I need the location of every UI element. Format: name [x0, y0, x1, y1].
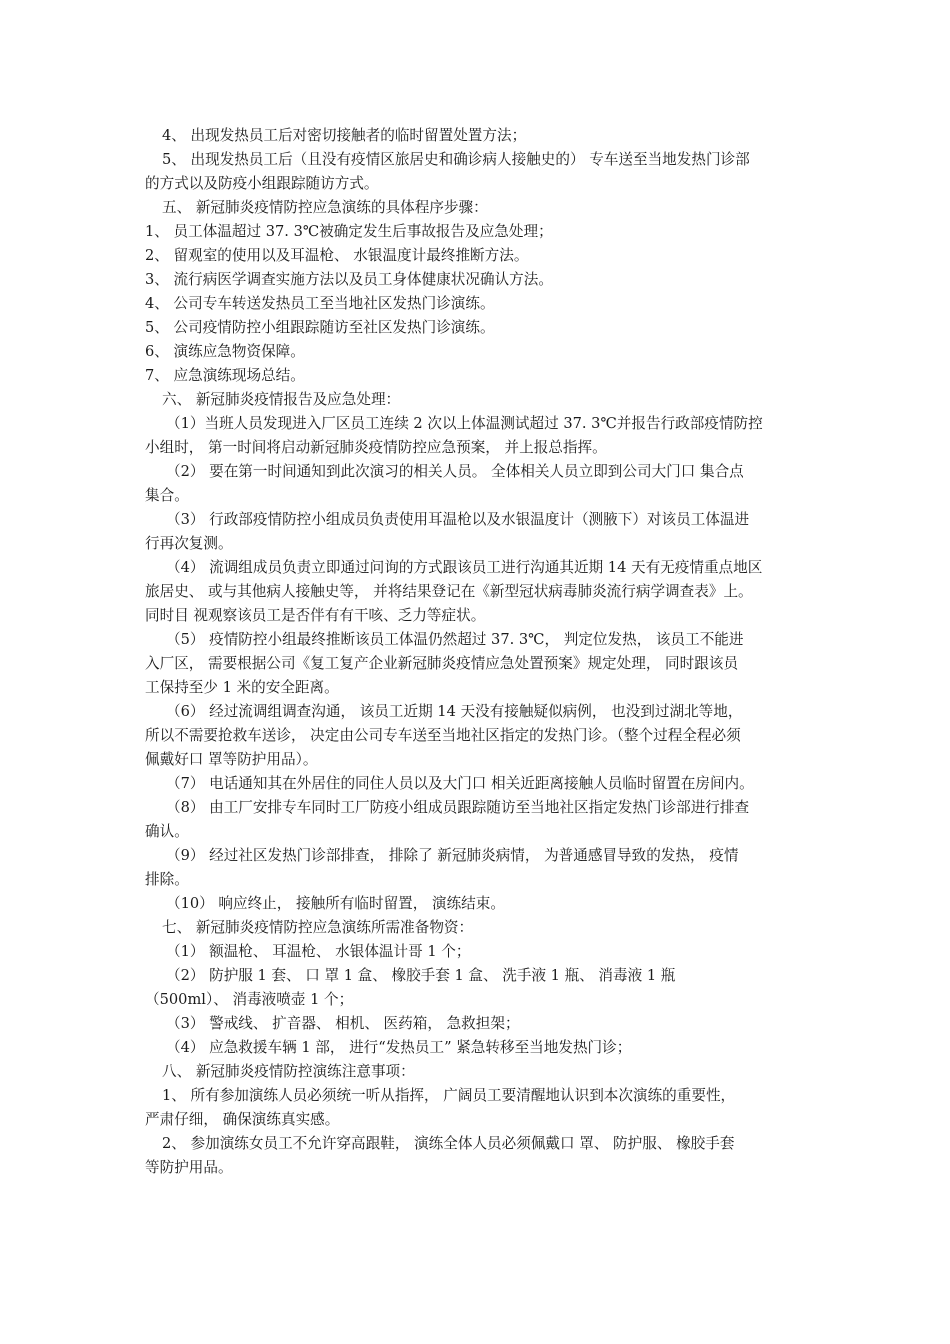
text-line: 佩戴好口 罩等防护用品）。: [145, 751, 318, 768]
document-body: [145, 124, 810, 1180]
text-line: （1） 额温枪、 耳温枪、 水银体温计哥 1 个；: [166, 943, 471, 960]
text-line: 3、 流行病医学调查实施方法以及员工身体健康状况确认方法。: [145, 271, 553, 288]
text-line: 6、 演练应急物资保障。: [145, 343, 305, 360]
text-line: 4、 出现发热员工后对密切接触者的临时留置处置方法；: [162, 127, 527, 144]
text-line: （8） 由工厂安排专车同时工厂防疫小组成员跟踪随访至当地社区指定发热门诊部进行排查: [166, 799, 750, 816]
text-line: 2、 参加演练女员工不允许穿高跟鞋， 演练全体人员必须佩戴口 罩、 防护服、 橡胶手套: [162, 1135, 735, 1152]
text-line: 排除。: [145, 871, 189, 888]
text-line: 4、 公司专车转送发热员工至当地社区发热门诊演练。: [145, 295, 495, 312]
text-line: 的方式以及防疫小组跟踪随访方式。: [145, 175, 379, 192]
text-line: 五、 新冠肺炎疫情防控应急演练的具体程序步骤：: [162, 199, 488, 216]
text-line: （9） 经过社区发热门诊部排查， 排除了 新冠肺炎病情， 为普通感冒导致的发热， 疫情: [166, 847, 739, 864]
text-line: 工保持至少 1 米的安全距离。: [145, 679, 339, 696]
text-line: （5） 疫情防控小组最终推断该员工体温仍然超过 37. 3℃， 判定位发热， 该员工不能进: [166, 631, 744, 648]
text-line: 八、 新冠肺炎疫情防控演练注意事项：: [162, 1063, 415, 1080]
text-line: 同时目 视观察该员工是否伴有有干咳、乏力等症状。: [145, 607, 486, 624]
text-line: 确认。: [145, 823, 189, 840]
text-line: 所以不需要抢救车送诊， 决定由公司专车送至当地社区指定的发热门诊。（整个过程全程必须: [145, 727, 741, 744]
text-line: 1、 员工体温超过 37. 3℃被确定发生后事故报告及应急处理；: [145, 223, 553, 240]
text-line: 5、 公司疫情防控小组跟踪随访至社区发热门诊演练。: [145, 319, 495, 336]
text-line: 六、 新冠肺炎疫情报告及应急处理：: [162, 391, 401, 408]
text-line: 集合。: [145, 487, 189, 504]
text-line: 旅居史、 或与其他病人接触史等， 并将结果登记在《新型冠状病毒肺炎流行病学调查表》上。: [145, 583, 753, 600]
text-line: （7） 电话通知其在外居住的同住人员以及大门口 相关近距离接触人员临时留置在房间内。: [166, 775, 754, 792]
text-line: （2） 要在第一时间通知到此次演习的相关人员。 全体相关人员立即到公司大门口 集合点: [166, 463, 744, 480]
text-line: 等防护用品。: [145, 1159, 233, 1176]
text-line: （10） 响应终止， 接触所有临时留置， 演练结束。: [166, 895, 505, 912]
text-line: 1、 所有参加演练人员必须统一听从指挥， 广阔员工要清醒地认识到本次演练的重要性，: [162, 1087, 736, 1104]
text-line: （4） 流调组成员负责立即通过问询的方式跟该员工进行沟通其近期 14 天有无疫情重点地区: [166, 559, 763, 576]
text-line: 7、 应急演练现场总结。: [145, 367, 305, 384]
text-line: 入厂区， 需要根据公司《复工复产企业新冠肺炎疫情应急处置预案》规定处理， 同时跟该员: [145, 655, 739, 672]
text-line: 5、 出现发热员工后（且没有疫情区旅居史和确诊病人接触史的） 专车送至当地发热门诊部: [162, 151, 750, 168]
text-line: 2、 留观室的使用以及耳温枪、 水银温度计最终推断方法。: [145, 247, 529, 264]
text-line: （3） 行政部疫情防控小组成员负责使用耳温枪以及水银温度计（测腋下）对该员工体温进: [166, 511, 750, 528]
text-line: 行再次复测。: [145, 535, 233, 552]
text-line: （4） 应急救援车辆 1 部， 进行“发热员工” 紧急转移至当地发热门诊；: [166, 1039, 632, 1056]
text-line: （1）当班人员发现进入厂区员工连续 2 次以上体温测试超过 37. 3℃并报告行政部疫情防控: [166, 415, 763, 432]
text-line: 严肃仔细， 确保演练真实感。: [145, 1111, 340, 1128]
text-line: （6） 经过流调组调查沟通， 该员工近期 14 天没有接触疑似病例， 也没到过湖北等地，: [166, 703, 743, 720]
text-line: （3） 警戒线、 扩音器、 相机、 医药箱， 急救担架；: [166, 1015, 520, 1032]
text-line: 七、 新冠肺炎疫情防控应急演练所需准备物资：: [162, 919, 474, 936]
text-line: 小组时， 第一时间将启动新冠肺炎疫情防控应急预案， 并上报总指挥。: [145, 439, 607, 456]
text-line: （2） 防护服 1 套、 口 罩 1 盒、 橡胶手套 1 盒、 洗手液 1 瓶、 消毒液 1 瓶: [166, 967, 676, 984]
text-line: （500ml）、 消毒液喷壶 1 个；: [145, 991, 354, 1008]
